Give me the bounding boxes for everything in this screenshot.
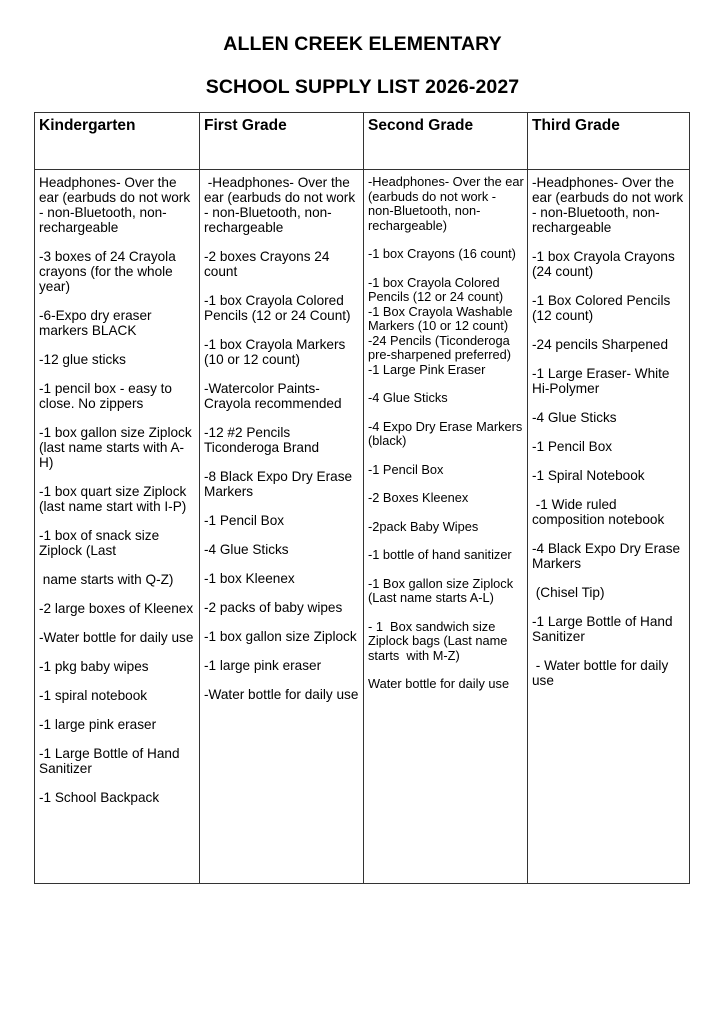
list-item: -1 box Crayons (16 count) (368, 246, 516, 261)
list-item: (Chisel Tip) (532, 585, 605, 600)
page-subtitle: SCHOOL SUPPLY LIST 2026-2027 (205, 76, 520, 98)
list-item: Water bottle for daily use (368, 676, 510, 691)
list-item: -1 Spiral Notebook (532, 468, 645, 483)
list-item: -1 Large Eraser- White Hi-Polymer (532, 366, 674, 396)
column-divider (363, 113, 364, 883)
column-header-third-grade: Third Grade (532, 117, 620, 134)
list-item: -Headphones- Over the ear (earbuds do not work - non-Bluetooth, non-rechargeable) (368, 174, 528, 233)
list-item: -6-Expo dry eraser markers BLACK (39, 308, 156, 338)
list-item: -1 box gallon size Ziplock (204, 629, 357, 644)
page-title: ALLEN CREEK ELEMENTARY (223, 33, 502, 55)
list-item: -24 pencils Sharpened (532, 337, 669, 352)
second-grade-list (368, 174, 528, 706)
list-item: - Water bottle for daily use (532, 658, 673, 688)
list-item: -1 box Crayola Markers (10 or 12 count) (204, 337, 350, 367)
list-item: -1 spiral notebook (39, 688, 148, 703)
list-item: -1 box gallon size Ziplock (last name starts with A-H) (39, 425, 196, 470)
list-item: -1 Pencil Box (204, 513, 285, 528)
list-item: -2pack Baby Wipes (368, 518, 479, 534)
list-item: -1 Box gallon size Ziplock (Last name starts A-L) (368, 575, 517, 605)
column-divider (527, 113, 528, 883)
list-item: -Headphones- Over the ear (earbuds do not work - non-Bluetooth, non-rechargeable (204, 175, 359, 235)
list-item: -1 Box Crayola Washable Markers (10 or 12 count) (368, 303, 517, 333)
list-item: -4 Glue Sticks (204, 542, 289, 557)
list-item: -1 pkg baby wipes (39, 659, 149, 674)
column-header-first-grade: First Grade (204, 117, 287, 134)
list-item: -1 large pink eraser (204, 658, 322, 673)
list-item: -4 Glue Sticks (532, 410, 617, 425)
list-item: -Water bottle for daily use (204, 687, 359, 702)
first-grade-list (204, 175, 360, 716)
column-header-second-grade: Second Grade (368, 117, 474, 134)
list-item: -8 Black Expo Dry Erase Markers (204, 469, 356, 499)
header-divider (35, 169, 689, 170)
kindergarten-list (39, 175, 195, 819)
list-item: -2 boxes Crayons 24 count (204, 249, 334, 279)
list-item: -1 Pencil Box (368, 461, 444, 477)
list-item: -3 boxes of 24 Crayola crayons (for the whole year) (39, 249, 180, 294)
list-item: -1 box of snack size Ziplock (Last (39, 528, 163, 558)
list-item: -1 Large Bottle of Hand Sanitizer (39, 746, 184, 776)
list-item: -Headphones- Over the ear (earbuds do not work - non-Bluetooth, non-rechargeable (532, 175, 687, 235)
list-item: -12 #2 Pencils Ticonderoga Brand (204, 425, 320, 455)
list-item: name starts with Q-Z) (39, 572, 174, 587)
list-item: -2 Boxes Kleenex (368, 490, 469, 505)
list-item: - 1 Box sandwich size Ziplock bags (Last name starts with M-Z) (368, 618, 511, 663)
list-item: -1 Large Bottle of Hand Sanitizer (532, 614, 677, 644)
list-item: -4 Glue Sticks (368, 390, 448, 405)
list-item: -1 Box Colored Pencils (12 count) (532, 293, 675, 323)
list-item: -1 School Backpack (39, 790, 160, 805)
list-item: -1 box Kleenex (204, 571, 295, 586)
list-item: -12 glue sticks (39, 352, 126, 367)
list-item: Headphones- Over the ear (earbuds do not work - non-Bluetooth, non-rechargeable (39, 175, 194, 235)
column-divider (199, 113, 200, 883)
list-item: -1 large pink eraser (39, 717, 157, 732)
column-header-kindergarten: Kindergarten (39, 117, 136, 134)
list-item: -4 Expo Dry Erase Markers (black) (368, 418, 526, 448)
list-item: -Water bottle for daily use (39, 630, 194, 645)
list-item: -1 Pencil Box (532, 439, 613, 454)
list-item: -1 Wide ruled composition notebook (532, 497, 665, 527)
third-grade-list (532, 175, 688, 702)
list-item: -1 box Crayola Crayons (24 count) (532, 249, 679, 279)
list-item: -1 box Crayola Colored Pencils (12 or 24 count) (368, 274, 504, 304)
list-item: -1 bottle of hand sanitizer (368, 547, 512, 562)
list-item: -Watercolor Paints- Crayola recommended (204, 381, 342, 411)
list-item: -1 box quart size Ziplock (last name start with I-P) (39, 484, 191, 514)
supply-table (34, 112, 690, 884)
list-item: -1 Large Pink Eraser (368, 361, 486, 377)
list-item: -2 large boxes of Kleenex (39, 601, 194, 616)
list-item: -4 Black Expo Dry Erase Markers (532, 541, 684, 571)
list-item: -2 packs of baby wipes (204, 600, 343, 615)
list-item: -1 box Crayola Colored Pencils (12 or 24 Count) (204, 293, 351, 323)
list-item: -1 pencil box - easy to close. No zippers (39, 381, 176, 411)
list-item: -24 Pencils (Ticonderoga pre-sharpened preferred) (368, 332, 514, 362)
